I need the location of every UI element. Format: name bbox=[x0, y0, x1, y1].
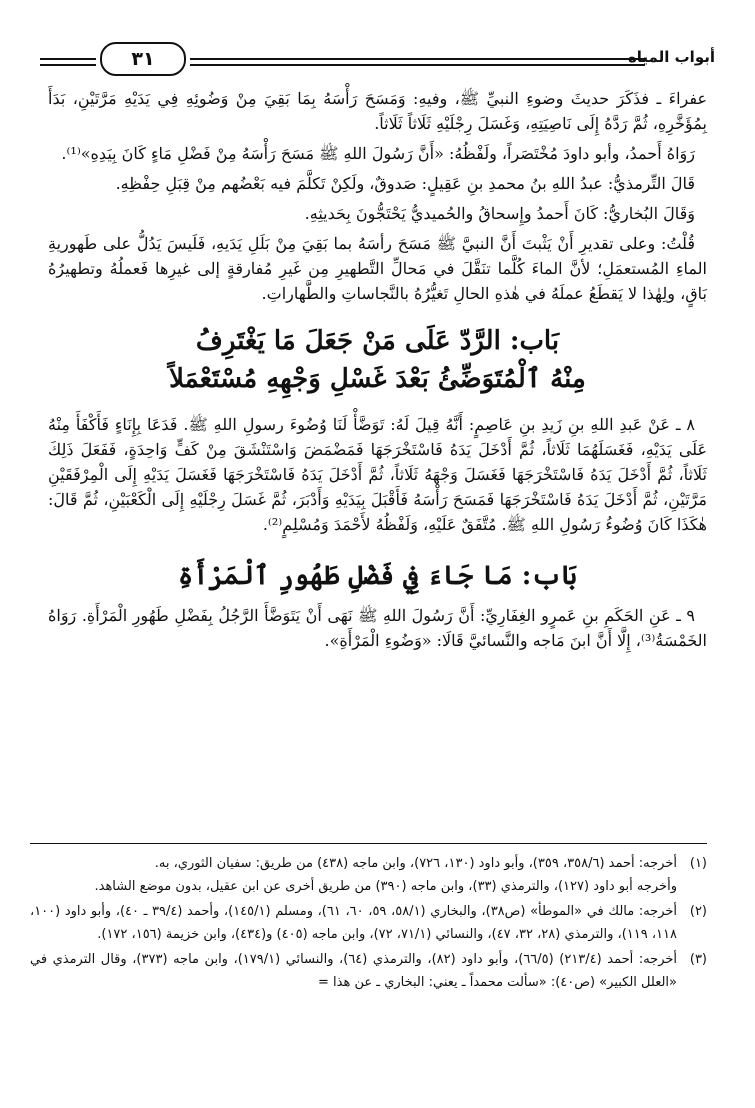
page-number: ٣١ bbox=[131, 48, 155, 70]
footnote-text: أخرجه: أحمد (٣٥٨/٦، ٣٥٩)، وأبو داود (١٣٠، ٧٢٦)، وابن ماجه (٤٣٨) من طريق: سفيان الثوري، به. bbox=[154, 856, 677, 871]
heading-line: بَاب: الرَّدّ عَلَى مَنْ جَعَلَ مَا يَغْتَرِفُ bbox=[195, 326, 560, 356]
footnote-text: أخرجه: أحمد (٢١٣/٤) (٦٦/٥)، وأبو داود (٨٢)، والترمذي (٦٤)، والنسائي (١٧٩/١)، وابن ماجه (٣٧٣)، وقال الترمذي في «العلل الكبير» (ص٤٠): «سألت محمداً ـ يعني: البخاري ـ عن هذا = bbox=[30, 952, 678, 990]
header-rule bbox=[190, 58, 645, 66]
page-header bbox=[40, 42, 715, 78]
footnote bbox=[30, 852, 707, 898]
paragraph: رَوَاهُ أَحمدُ، وأبو داودَ مُخْتَصَراً، ولَفْظُهُ: «أَنَّ رَسُولَ اللهِ ﷺ مَسَحَ رَأْسَهُ مِنْ فَضْلِ مَاءٍ كَانَ بِيَدِهِ»⁽¹⁾. bbox=[61, 144, 695, 163]
footnote bbox=[30, 948, 707, 994]
heading-line: مِنْهُ ٱلْمُتَوَضِّئُ بَعْدَ غَسْلِ وَجْهِهِ مُسْتَعْمَلاً bbox=[169, 364, 586, 394]
paragraph: عفراءَ ـ فذَكَرَ حديثَ وضوءِ النبيِّ ﷺ، وفيهِ: وَمَسَحَ رَأْسَهُ بِمَا بَقِيَ مِنْ وَضُوئِهِ فِي يَدَيْهِ مَرَّتَيْنِ، بَدَأَ بِمُؤَخَّرِهِ، ثُمَّ رَدَّهُ إِلَى نَاصِيَتِهِ، وَغَسَلَ رِجْلَيْهِ ثَلَاثاً ثَلَاثاً. bbox=[48, 89, 707, 133]
footnote-number: (١) bbox=[689, 856, 707, 871]
paragraph: قُلْتُ: وعلى تقديرِ أَنْ يَثْبتَ أَنَّ النبيَّ ﷺ مَسَحَ رأسَهُ بما بَقِيَ مِنْ بَلَلِ يَدَيهِ، فَلَيسَ يَدُلُّ على طَهوريةِ الماءِ المُستعمَلِ؛ لأنَّ الماءَ كُلَّما تنَقَّلَ في مَحالِّ التَّطهيرِ مِن غَيرِ مُفارقةٍ إلى غيرِها فَعملُهُ وتطهيرُهُ بَاقٍ، ولِهٰذا لا يَقطَعُ عملَهُ في هٰذهِ الحالِ تَغيُّرُهُ بالنَّجاساتِ والطَّهاراتِ. bbox=[48, 234, 707, 303]
footnotes bbox=[30, 843, 707, 996]
footnote-text: وأخرجه أبو داود (١٢٧)، والترمذي (٣٣)، وابن ماجه (٣٩٠) من طريق أخرى عن ابن عقيل، بدون موضع الشاهد. bbox=[94, 879, 677, 894]
chapter-heading bbox=[48, 322, 707, 398]
footnote-number: (٢) bbox=[689, 904, 707, 919]
chapter-title: أبواب المياه bbox=[627, 48, 715, 66]
hadith-paragraph: ٩ ـ عَنِ الحَكَمِ بنِ عَمرٍو الغِفَارِيِّ: أَنَّ رَسُولَ اللهِ ﷺ نَهَى أَنْ يَتَوَضَّأَ الرَّجُلُ بِفَضْلِ طَهُورِ الْمَرْأَةِ. رَوَاهُ الخَمْسَةُ⁽³⁾، إِلَّا أَنَّ ابنَ مَاجه والنَّسائيَّ قَالَا: «وَضُوءِ الْمَرْأَةِ». bbox=[48, 606, 707, 650]
chapter-heading bbox=[48, 557, 707, 595]
main-text bbox=[48, 86, 707, 658]
page-number-badge bbox=[100, 42, 186, 76]
heading-line: بَاب: مَا جَاءَ فِي فَضْلِ طَهُورِ ٱلْمَرْأَةِ bbox=[177, 561, 578, 591]
header-rule-left bbox=[40, 58, 96, 66]
footnote-number: (٣) bbox=[689, 952, 707, 967]
footnote bbox=[30, 900, 707, 946]
paragraph: قَالَ التِّرمذيُّ: عبدُ اللهِ بنُ محمدِ بنِ عَقِيلٍ: صَدوقٌ، ولَكِنْ تَكلَّمَ فيه بَعْضُهم مِنْ قِبَلِ حِفْظِهِ. bbox=[115, 174, 695, 193]
hadith-paragraph: ٨ ـ عَنْ عَبدِ اللهِ بنِ زَيدِ بنِ عَاصِمٍ: أَنَّهُ قِيلَ لَهُ: تَوَضَّأْ لَنَا وُضُوءَ رسولِ اللهِ ﷺ. فَدَعَا بِإِنَاءٍ فَأَكْفَأَ مِنْهُ عَلَى يَدَيْهِ، فَغَسَلَهُمَا ثَلَاثاً، ثُمَّ أَدْخَلَ يَدَهُ فَاسْتَخْرَجَهَا فَمَضْمَضَ وَاسْتَنْشَقَ مِنْ كَفٍّ وَاحِدَةٍ، فَفَعَلَ ذَلِكَ ثَلَاثاً، ثُمَّ أَدْخَلَ يَدَهُ فَاسْتَخْرَجَهَا فَغَسَلَ وَجْهَهُ ثَلَاثاً، ثُمَّ أَدْخَلَ يَدَهُ فَاسْتَخْرَجَهَا فَغَسَلَ يَدَيْهِ إِلَى الْمِرْفَقَيْنِ مَرَّتَيْنِ، ثُمَّ أَدْخَلَ يَدَهُ فَاسْتَخْرَجَهَا فَمَسَحَ رَأْسَهُ فَأَقْبَلَ بِيَدَيْهِ وَأَدْبَرَ، ثُمَّ غَسَلَ رِجْلَيْهِ إِلَى الْكَعْبَيْنِ، ثُمَّ قَالَ: هٰكَذَا كَانَ وُضُوءُ رَسُولِ اللهِ ﷺ. مُتَّفَقٌ عَلَيْهِ، وَلَفْظُهُ لأَحْمَدَ وَمُسْلِمٍ⁽²⁾. bbox=[48, 415, 707, 534]
paragraph: وَقَالَ البُخاريُّ: كَانَ أَحمدُ وإِسحاقُ والحُميديُّ يَحْتَجُّونَ بِحَديثِهِ. bbox=[304, 204, 695, 223]
footnote-text: أخرجه: مالك في «الموطأ» (ص٣٨)، والبخاري (٥٨/١، ٥٩، ٦٠، ٦١)، ومسلم (١٤٥/١)، وأحمد (٣٩/٤ ـ ٤٠)، وأبو داود (١٠٠، ١١٨، ١١٩)، والترمذي (٢٨، ٣٢، ٤٧)، والنسائي (٧١/١، ٧٢)، وابن ماجه (٤٠٥) و(٤٣٤)، وابن خزيمة (١٥٦، ١٧٢). bbox=[30, 904, 678, 942]
